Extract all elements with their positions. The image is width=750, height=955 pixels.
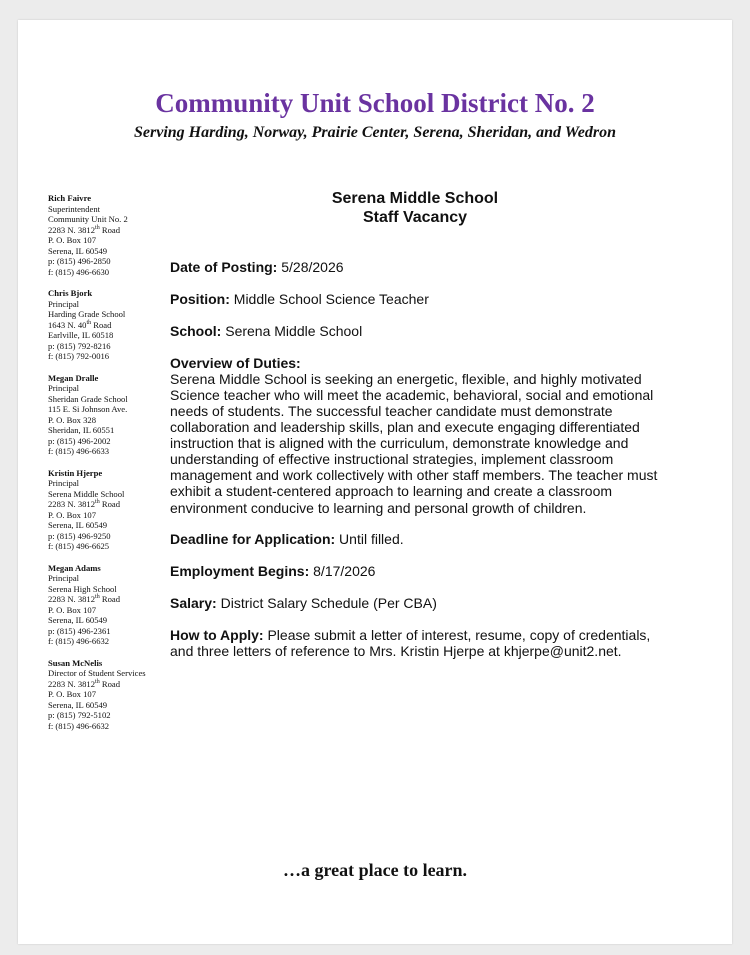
contact-name: Rich Faivre <box>48 193 92 203</box>
field-label: Position: <box>170 290 230 307</box>
contact-line: Harding Grade School <box>48 309 126 319</box>
contact-line: Serena, IL 60549 <box>48 615 108 625</box>
contact-line: Serena High School <box>48 583 117 594</box>
field-value: Serena Middle School <box>225 322 363 339</box>
contact-line: Serena, IL 60549 <box>48 699 108 710</box>
field-label: Deadline for Application: <box>170 531 336 548</box>
posting-header <box>170 189 660 227</box>
closing-slogan: …a great place to learn. <box>282 860 468 880</box>
contact-line: p: (815) 792-5102 <box>48 710 111 720</box>
field-label: How to Apply: <box>170 627 264 644</box>
school <box>170 323 670 339</box>
field-label: Date of Posting: <box>170 259 278 275</box>
contact-line: Serena, IL 60549 <box>48 520 108 530</box>
contact-line: P. O. Box 328 <box>48 414 96 425</box>
contact-block <box>48 373 168 457</box>
district-name: Community Unit School District No. 2 <box>155 88 595 118</box>
field-value: 5/28/2026 <box>281 259 344 275</box>
contact-line: 2283 N. 3812th Road <box>48 594 120 604</box>
deadline <box>170 531 670 547</box>
contact-line: p: (815) 792-8216 <box>48 340 111 351</box>
contact-line: 115 E. Si Johnson Ave. <box>48 404 128 414</box>
contact-line: f: (815) 496-6625 <box>48 541 110 551</box>
field-label: Salary: <box>170 595 217 612</box>
contact-name: Megan Adams <box>48 562 101 573</box>
document-page <box>18 20 732 944</box>
contact-line: P. O. Box 107 <box>48 604 96 615</box>
contact-block <box>48 658 168 732</box>
contact-line: Principal <box>48 478 80 488</box>
contact-line: Community Unit No. 2 <box>48 214 128 224</box>
contact-line: 2283 N. 3812th Road <box>48 224 120 235</box>
vacancy-title: Staff Vacancy <box>362 209 468 226</box>
contact-line: f: (815) 496-6632 <box>48 720 110 731</box>
contact-line: f: (815) 496-6633 <box>48 446 110 456</box>
contact-block <box>48 193 168 277</box>
overview-text: Serena Middle School is seeking an energetic, flexible, and highly motivated Science teacher who will meet the academic, behavioral, social and emotional needs of students. The successful teacher candidate must demonstrate collaboration and leadership skills, plan and execute engaging differentiated instruction that is aligned with the curriculum, demonstrate knowledge and understanding of effective instructional strategies, implement classroom management and work collectively with other staff members. The teacher must exhibit a student-centered approach to learning and create a classroom environment conducive to learning and personal growth of children. <box>170 370 658 516</box>
how-to-apply <box>170 627 670 659</box>
contact-line: P. O. Box 107 <box>48 689 96 699</box>
contact-directory <box>48 193 168 742</box>
contact-name: Megan Dralle <box>48 372 99 383</box>
contact-name: Kristin Hjerpe <box>48 467 103 478</box>
contact-line: p: (815) 496-2002 <box>48 435 111 446</box>
field-label: School: <box>170 322 222 339</box>
school-heading: Serena Middle School <box>331 190 499 207</box>
posting-body <box>170 259 670 675</box>
field-value: 8/17/2026 <box>313 563 376 580</box>
contact-line: p: (815) 496-2361 <box>48 625 111 636</box>
contact-line: P. O. Box 107 <box>48 509 96 520</box>
contact-block <box>48 563 168 647</box>
contact-line: Principal <box>48 298 80 309</box>
field-label: Overview of Duties: <box>170 354 301 371</box>
position <box>170 291 670 307</box>
field-value: Until filled. <box>339 531 404 548</box>
contact-line: f: (815) 792-0016 <box>48 351 110 361</box>
contact-line: Principal <box>48 383 80 393</box>
contact-line: 2283 N. 3812th Road <box>48 678 120 689</box>
contact-line: Earlville, IL 60518 <box>48 330 114 340</box>
contact-line: Serena Middle School <box>48 488 125 499</box>
field-value: Please submit a letter of interest, resume, copy of credentials, and three letters of reference to Mrs. Kristin Hjerpe at khjerpe@unit2.net. <box>170 627 651 660</box>
employment-begins <box>170 563 670 579</box>
contact-name: Chris Bjork <box>48 288 93 298</box>
contact-line: f: (815) 496-6630 <box>48 266 110 277</box>
contact-line: f: (815) 496-6632 <box>48 636 110 646</box>
contact-name: Susan McNelis <box>48 657 103 668</box>
district-tagline: Serving Harding, Norway, Prairie Center, Serena, Sheridan, and Wedron <box>134 124 616 141</box>
salary <box>170 595 670 611</box>
contact-line: 1643 N. 40th Road <box>48 319 112 330</box>
contact-line: p: (815) 496-2850 <box>48 256 111 266</box>
contact-line: Principal <box>48 573 80 583</box>
date-of-posting <box>170 259 670 275</box>
contact-line: Superintendent <box>48 203 101 214</box>
contact-line: p: (815) 496-9250 <box>48 530 111 541</box>
contact-line: Serena, IL 60549 <box>48 245 108 256</box>
field-value: Middle School Science Teacher <box>233 290 429 307</box>
contact-block <box>48 468 168 552</box>
overview-of-duties <box>170 355 670 516</box>
contact-block <box>48 288 168 362</box>
contact-line: Sheridan, IL 60551 <box>48 425 115 435</box>
contact-line: Director of Student Services <box>48 668 146 678</box>
field-value: District Salary Schedule (Per CBA) <box>220 595 437 612</box>
field-label: Employment Begins: <box>170 563 310 580</box>
contact-line: 2283 N. 3812th Road <box>48 499 120 509</box>
contact-line: P. O. Box 107 <box>48 235 96 245</box>
contact-line: Sheridan Grade School <box>48 393 128 404</box>
